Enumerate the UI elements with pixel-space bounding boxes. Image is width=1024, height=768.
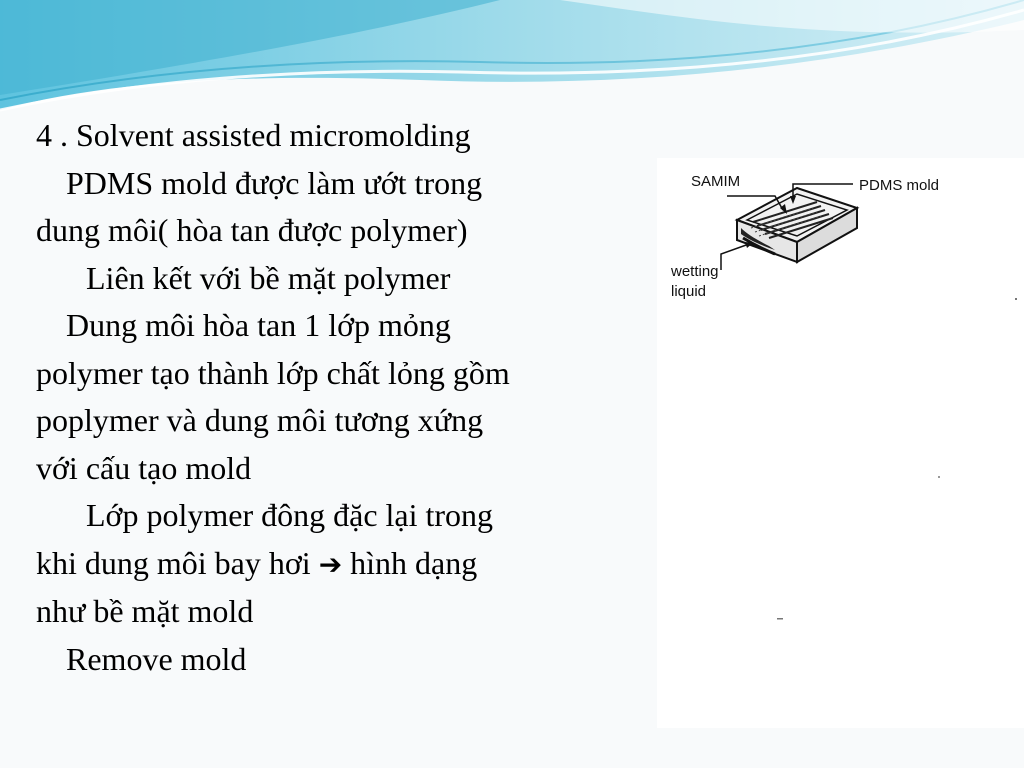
text-line: với cấu tạo mold <box>36 449 252 486</box>
samim-diagram <box>657 158 1024 728</box>
text-line: Remove mold <box>66 640 247 677</box>
text-line-with-arrow <box>36 540 636 589</box>
samim-label: SAMIM <box>691 173 741 190</box>
text-line: như bề mặt mold <box>36 593 254 629</box>
text-segment: hình dạng <box>350 544 478 581</box>
text-line: dung môi( hòa tan được polymer) <box>36 212 468 248</box>
text-line: Liên kết với bề mặt polymer <box>86 259 451 296</box>
liquid-label: liquid <box>671 283 707 300</box>
right-arrow-icon: ➔ <box>318 547 343 581</box>
text-line: PDMS mold được làm ướt trong <box>66 164 483 201</box>
slide-heading: 4 . Solvent assisted micromolding <box>36 117 471 153</box>
text-line: polymer tạo thành lớp chất lỏng gồm <box>36 354 510 391</box>
text-line: Lớp polymer đông đặc lại trong <box>86 497 494 533</box>
slide-text <box>36 112 636 683</box>
wetting-label: wetting <box>671 263 719 280</box>
pdms-mold-label: PDMS mold <box>859 177 940 194</box>
text-line: Dung môi hòa tan 1 lớp mỏng <box>66 307 451 343</box>
header-wave-banner <box>0 0 1024 120</box>
text-segment: khi dung môi bay hơi <box>36 544 311 581</box>
text-line: poplymer và dung môi tương xứng <box>36 402 484 438</box>
mold-illustration <box>657 158 1024 728</box>
